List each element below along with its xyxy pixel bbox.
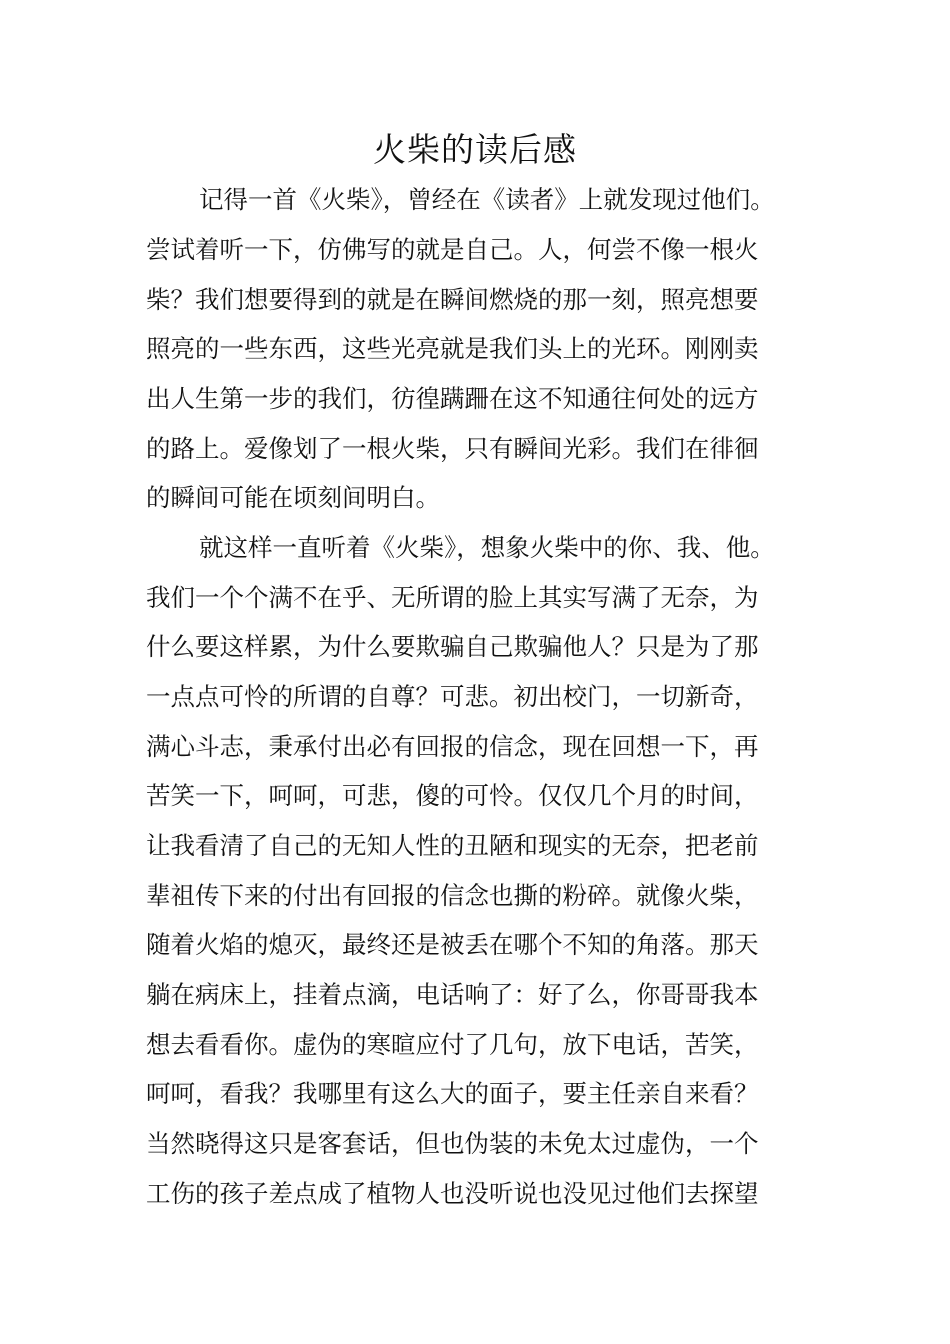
paragraph-1-line-3: 柴？我们想要得到的就是在瞬间燃烧的那一刻，照亮想要	[146, 285, 759, 314]
paragraph-2-line-14: 工伤的孩子差点成了植物人也没听说也没见过他们去探望	[146, 1179, 759, 1208]
paragraph-2-line-2: 我们一个个满不在乎、无所谓的脸上其实写满了无奈，为	[146, 583, 759, 612]
paragraph-1-line-1: 记得一首《火柴》，曾经在《读者》上就发现过他们。	[199, 185, 775, 214]
paragraph-2-line-8: 辈祖传下来的付出有回报的信念也撕的粉碎。就像火柴，	[146, 881, 759, 910]
paragraph-2-line-6: 苦笑一下，呵呵，可悲，傻的可怜。仅仅几个月的时间，	[146, 781, 759, 810]
paragraph-2-line-1: 就这样一直听着《火柴》，想象火柴中的你、我、他。	[199, 533, 775, 562]
paragraph-1-line-7: 的瞬间可能在顷刻间明白。	[146, 483, 440, 512]
paragraph-2-line-13: 当然晓得这只是客套话，但也伪装的未免太过虚伪，一个	[146, 1129, 759, 1158]
paragraph-2-line-5: 满心斗志，秉承付出必有回报的信念，现在回想一下，再	[146, 732, 759, 761]
paragraph-2-line-7: 让我看清了自己的无知人性的丑陋和现实的无奈，把老前	[146, 831, 759, 860]
paragraph-1-line-5: 出人生第一步的我们，彷徨蹒跚在这不知通往何处的远方	[146, 384, 759, 413]
paragraph-1-line-6: 的路上。爱像划了一根火柴，只有瞬间光彩。我们在徘徊	[146, 434, 759, 463]
paragraph-1-line-4: 照亮的一些东西，这些光亮就是我们头上的光环。刚刚卖	[146, 334, 759, 363]
paragraph-2-line-4: 一点点可怜的所谓的自尊？可悲。初出校门，一切新奇，	[146, 682, 759, 711]
paragraph-2-line-3: 什么要这样累，为什么要欺骗自己欺骗他人？只是为了那	[146, 632, 759, 661]
paragraph-2-line-9: 随着火焰的熄灭，最终还是被丢在哪个不知的角落。那天	[146, 930, 759, 959]
page-title: 火柴的读后感	[373, 130, 577, 169]
paragraph-2-line-11: 想去看看你。虚伪的寒暄应付了几句，放下电话，苦笑，	[146, 1030, 759, 1059]
paragraph-2-line-12: 呵呵，看我？我哪里有这么大的面子，要主任亲自来看？	[146, 1079, 759, 1108]
paragraph-2-line-10: 躺在病床上，挂着点滴，电话响了：好了么，你哥哥我本	[146, 980, 759, 1009]
paragraph-1-line-2: 尝试着听一下，仿佛写的就是自己。人，何尝不像一根火	[146, 235, 759, 264]
